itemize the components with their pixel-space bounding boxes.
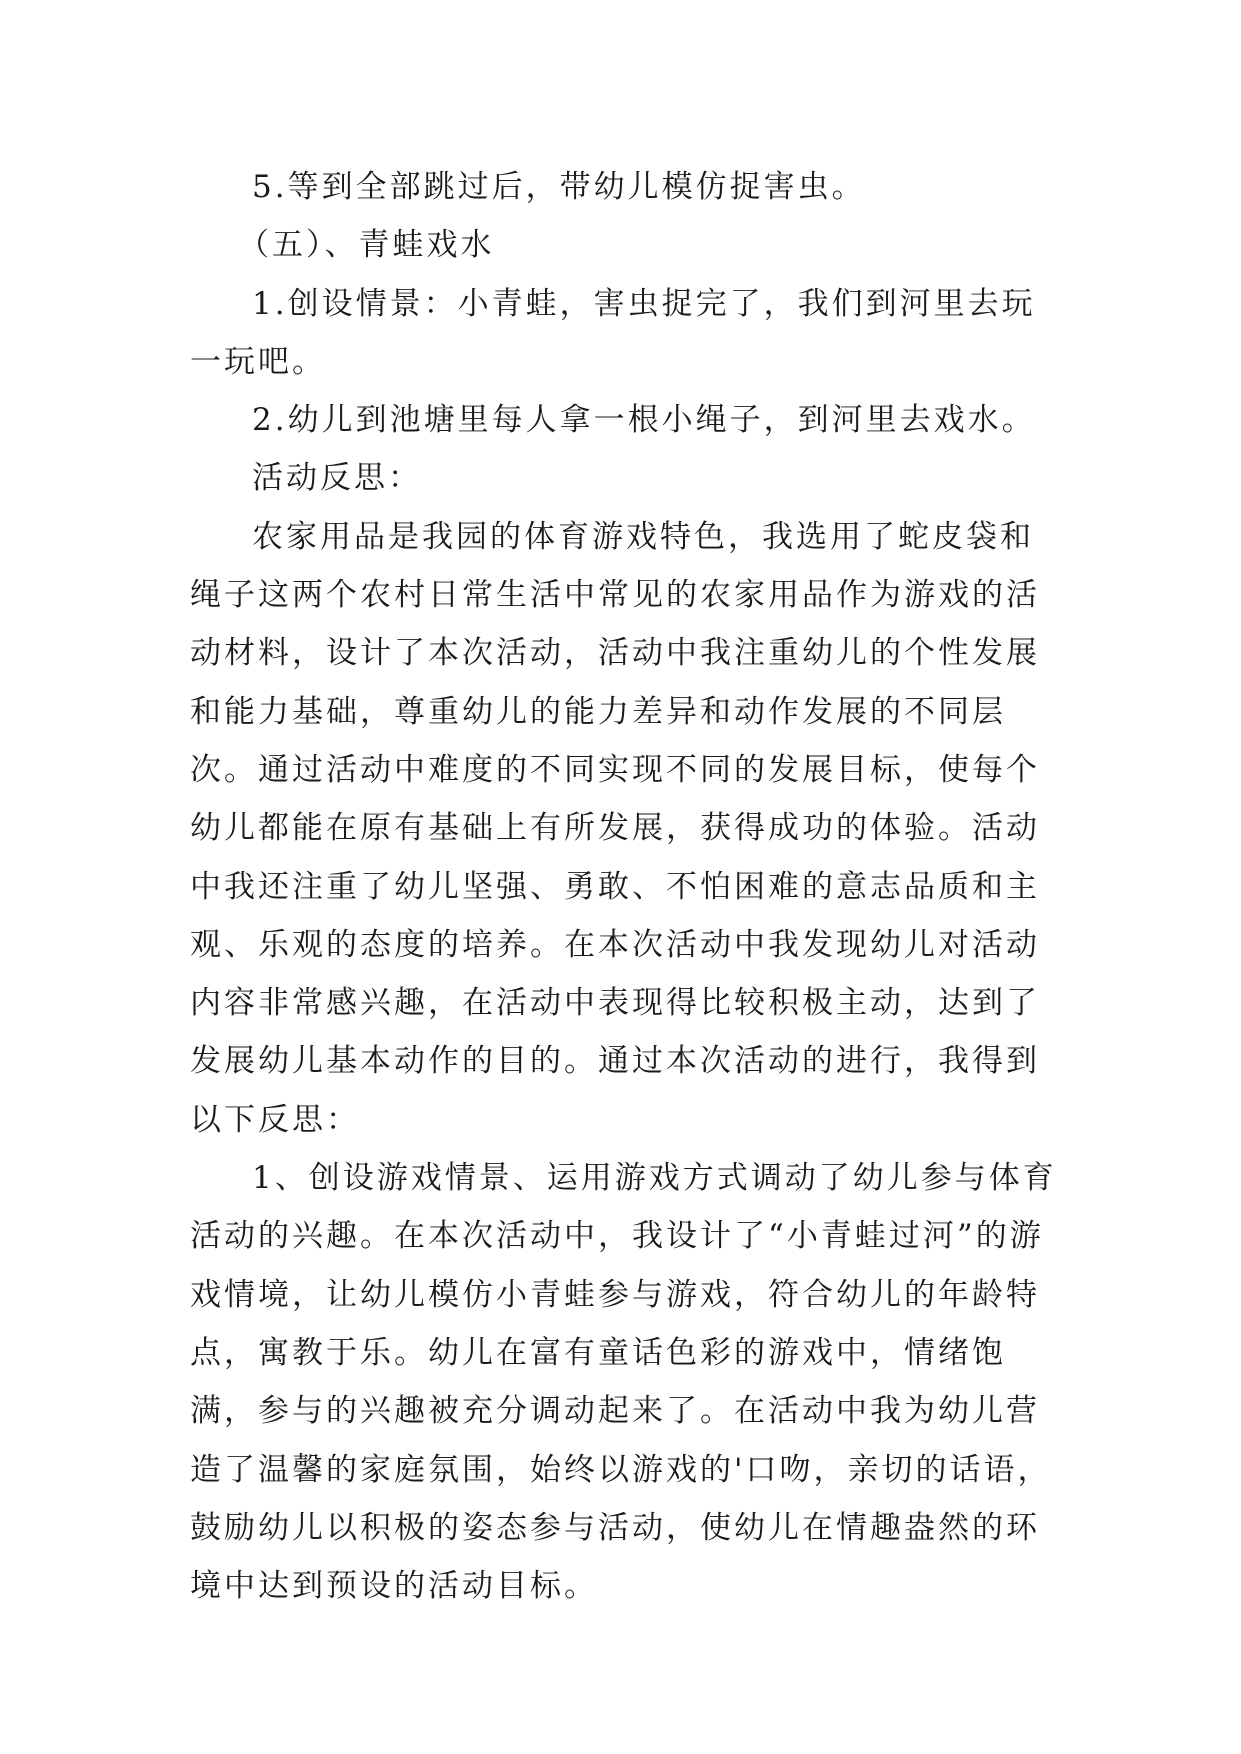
document-body [190,158,1060,1615]
paragraph-step-1: 1.创设情景：小青蛙，害虫捉完了，我们到河里去玩一玩吧。 [190,285,1036,380]
paragraph-step-5: 5.等到全部跳过后，带幼儿模仿捉害虫。 [252,169,866,205]
paragraph-reflection-point-1: 1、创设游戏情景、运用游戏方式调动了幼儿参与体育活动的兴趣。在本次活动中，我设计了“小青蛙过河”的游戏情境，让幼儿模仿小青蛙参与游戏，符合幼儿的年龄特点，寓教于乐。幼儿在富有童话色彩的游戏中，情绪饱满，参与的兴趣被充分调动起来了。在活动中我为幼儿营造了温馨的家庭氛围，始终以游戏的'口吻，亲切的话语，鼓励幼儿以积极的姿态参与活动，使幼儿在情趣盎然的环境中达到预设的活动目标。 [190,1160,1057,1605]
section-heading-frog-playing-water: （五）、青蛙戏水 [238,227,495,264]
paragraph-step-2: 2.幼儿到池塘里每人拿一根小绳子，到河里去戏水。 [252,402,1036,439]
paragraph-reflection-body: 农家用品是我园的体育游戏特色，我选用了蛇皮袋和绳子这两个农村日常生活中常见的农家用品作为游戏的活动材料，设计了本次活动，活动中我注重幼儿的个性发展和能力基础，尊重幼儿的能力差异和动作发展的不同层次。通过活动中难度的不同实现不同的发展目标，使每个幼儿都能在原有基础上有所发展，获得成功的体验。活动中我还注重了幼儿坚强、勇敢、不怕困难的意志品质和主观、乐观的态度的培养。在本次活动中我发现幼儿对活动内容非常感兴趣，在活动中表现得比较积极主动，达到了发展幼儿基本动作的目的。通过本次活动的进行，我得到以下反思： [190,518,1040,1138]
reflection-heading: 活动反思： [252,460,422,497]
